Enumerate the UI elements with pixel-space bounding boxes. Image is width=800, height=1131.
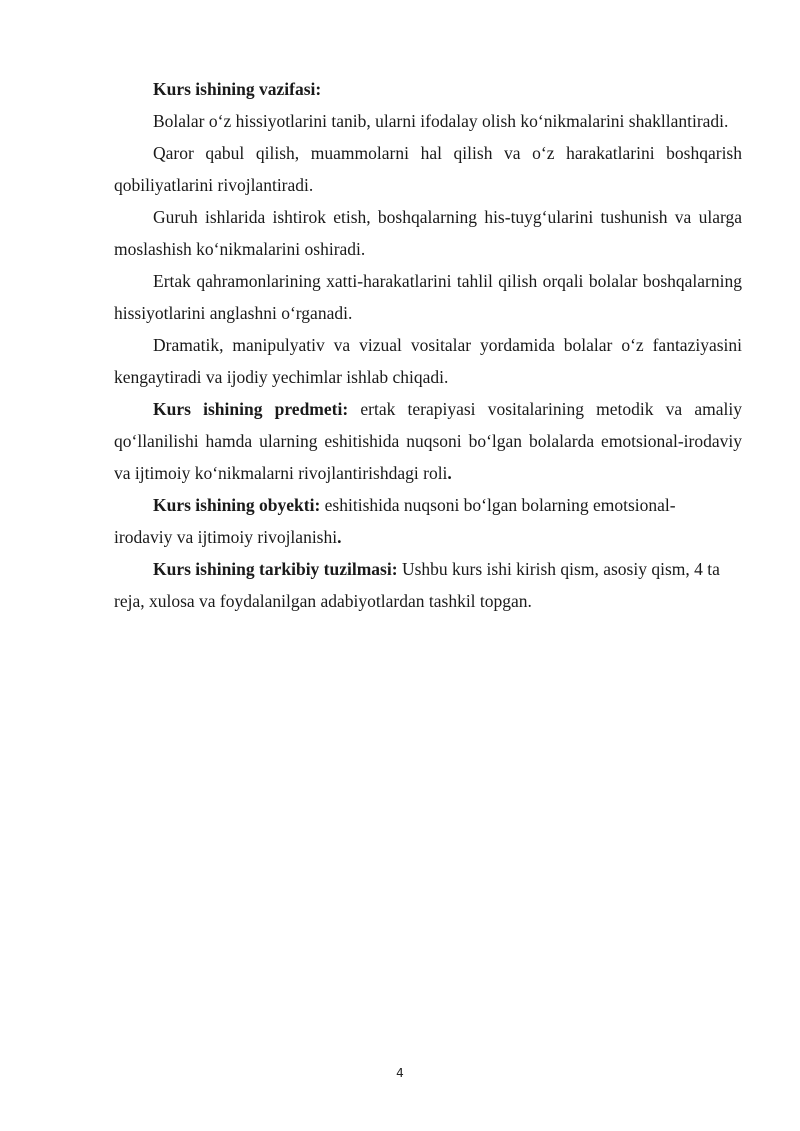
predmeti-text: ertak terapiyasi vositalarining metodik va amaliy qo‘llanilishi hamda ularning eshitishida nuqsoni bo‘lgan bolalarda emotsional-irodaviy va ijtimoiy ko‘nikmalarni rivojlantirishdagi roli	[114, 399, 742, 483]
tarkibiy-label: Kurs ishining tarkibiy tuzilmasi:	[153, 559, 398, 579]
predmeti-label: Kurs ishining predmeti:	[153, 399, 349, 419]
document-body	[114, 73, 742, 617]
task-paragraph-5: Dramatik, manipulyativ va vizual vositalar yordamida bolalar o‘z fantaziyasini kengaytiradi va ijodiy yechimlar ishlab chiqadi.	[114, 335, 742, 387]
section-heading-vazifasi: Kurs ishining vazifasi:	[153, 79, 322, 99]
page-number: 4	[396, 1066, 404, 1080]
predmeti-end: .	[447, 463, 452, 483]
tarkibiy-paragraph	[114, 553, 742, 617]
obyekti-paragraph	[114, 489, 742, 553]
task-paragraph-4: Ertak qahramonlarining xatti-harakatlarini tahlil qilish orqali bolalar boshqalarning hissiyotlarini anglashni o‘rganadi.	[114, 271, 742, 323]
task-paragraph-3: Guruh ishlarida ishtirok etish, boshqalarning his-tuyg‘ularini tushunish va ularga moslashish ko‘nikmalarini oshiradi.	[114, 207, 742, 259]
obyekti-label: Kurs ishining obyekti:	[153, 495, 321, 515]
obyekti-text: eshitishida nuqsoni bo‘lgan bolarning emotsional-irodaviy va ijtimoiy rivojlanishi	[114, 495, 676, 547]
task-paragraph-2: Qaror qabul qilish, muammolarni hal qilish va o‘z harakatlarini boshqarish qobiliyatlarini rivojlantiradi.	[114, 143, 742, 195]
predmeti-paragraph	[114, 393, 742, 489]
obyekti-end: .	[337, 527, 342, 547]
task-paragraph-1: Bolalar o‘z hissiyotlarini tanib, ularni ifodalay olish ko‘nikmalarini shakllantiradi.	[153, 111, 729, 131]
tarkibiy-text: Ushbu kurs ishi kirish qism, asosiy qism, 4 ta reja, xulosa va foydalanilgan adabiyotlardan tashkil topgan.	[114, 559, 720, 611]
